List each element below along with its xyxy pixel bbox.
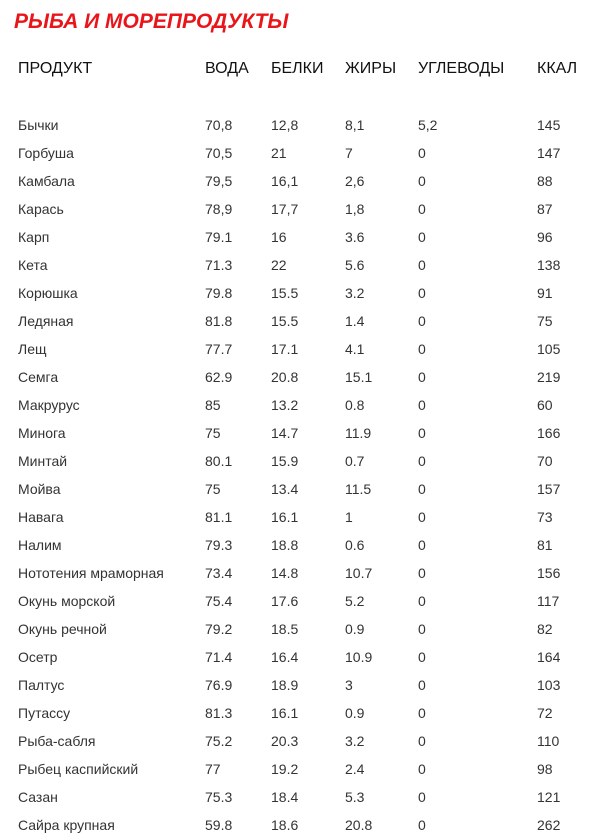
cell-fat: 7 bbox=[345, 145, 353, 161]
cell-water: 75 bbox=[205, 481, 221, 497]
cell-fat: 8,1 bbox=[345, 117, 365, 133]
table-row bbox=[0, 587, 610, 615]
table-row bbox=[0, 727, 610, 755]
cell-water: 85 bbox=[205, 397, 221, 413]
cell-fat: 0.9 bbox=[345, 621, 365, 637]
cell-carbs: 0 bbox=[418, 341, 426, 357]
cell-fat: 3.2 bbox=[345, 285, 365, 301]
cell-product: Ледяная bbox=[18, 313, 74, 329]
cell-product: Рыба-сабля bbox=[18, 733, 96, 749]
cell-protein: 19.2 bbox=[271, 761, 299, 777]
cell-protein: 18.9 bbox=[271, 677, 299, 693]
cell-kcal: 121 bbox=[537, 789, 561, 805]
cell-kcal: 96 bbox=[537, 229, 553, 245]
cell-carbs: 0 bbox=[418, 173, 426, 189]
table-row bbox=[0, 475, 610, 503]
cell-fat: 1.4 bbox=[345, 313, 365, 329]
cell-protein: 17.1 bbox=[271, 341, 299, 357]
column-header-product: ПРОДУКТ bbox=[18, 60, 93, 77]
cell-fat: 0.9 bbox=[345, 705, 365, 721]
cell-kcal: 75 bbox=[537, 313, 553, 329]
table-spacer-row bbox=[0, 83, 610, 111]
cell-protein: 13.4 bbox=[271, 481, 299, 497]
cell-protein: 18.6 bbox=[271, 817, 299, 833]
nutrition-table bbox=[0, 55, 610, 839]
cell-product: Макрурус bbox=[18, 397, 80, 413]
cell-protein: 17.6 bbox=[271, 593, 299, 609]
cell-kcal: 145 bbox=[537, 117, 561, 133]
cell-product: Карась bbox=[18, 201, 64, 217]
cell-product: Осетр bbox=[18, 649, 58, 665]
table-row bbox=[0, 139, 610, 167]
cell-protein: 21 bbox=[271, 145, 287, 161]
table-row bbox=[0, 615, 610, 643]
cell-carbs: 0 bbox=[418, 649, 426, 665]
cell-protein: 15.5 bbox=[271, 313, 299, 329]
cell-protein: 16,1 bbox=[271, 173, 299, 189]
cell-product: Палтус bbox=[18, 677, 65, 693]
cell-water: 71.4 bbox=[205, 649, 233, 665]
cell-water: 59.8 bbox=[205, 817, 233, 833]
cell-protein: 22 bbox=[271, 257, 287, 273]
cell-product: Лещ bbox=[18, 341, 47, 357]
cell-water: 75.3 bbox=[205, 789, 233, 805]
cell-kcal: 156 bbox=[537, 565, 561, 581]
cell-fat: 3.2 bbox=[345, 733, 365, 749]
table-row bbox=[0, 307, 610, 335]
cell-water: 79.1 bbox=[205, 229, 233, 245]
cell-water: 70,8 bbox=[205, 117, 233, 133]
table-row bbox=[0, 363, 610, 391]
cell-carbs: 0 bbox=[418, 621, 426, 637]
table-row bbox=[0, 195, 610, 223]
cell-water: 81.8 bbox=[205, 313, 233, 329]
cell-protein: 15.9 bbox=[271, 453, 299, 469]
cell-kcal: 82 bbox=[537, 621, 553, 637]
cell-water: 79.3 bbox=[205, 537, 233, 553]
cell-protein: 16 bbox=[271, 229, 287, 245]
column-header-protein: БЕЛКИ bbox=[271, 60, 324, 77]
cell-water: 75 bbox=[205, 425, 221, 441]
column-header-carbs: УГЛЕВОДЫ bbox=[418, 60, 505, 77]
table-row bbox=[0, 223, 610, 251]
cell-kcal: 87 bbox=[537, 201, 553, 217]
cell-fat: 0.6 bbox=[345, 537, 365, 553]
cell-product: Минтай bbox=[18, 453, 68, 469]
cell-protein: 20.8 bbox=[271, 369, 299, 385]
cell-kcal: 105 bbox=[537, 341, 561, 357]
cell-kcal: 73 bbox=[537, 509, 553, 525]
cell-fat: 5.6 bbox=[345, 257, 365, 273]
cell-protein: 18.8 bbox=[271, 537, 299, 553]
cell-water: 78,9 bbox=[205, 201, 233, 217]
page-title: РЫБА И МОРЕПРОДУКТЫ bbox=[14, 10, 289, 33]
cell-carbs: 0 bbox=[418, 201, 426, 217]
cell-fat: 2.4 bbox=[345, 761, 365, 777]
cell-kcal: 157 bbox=[537, 481, 561, 497]
cell-carbs: 0 bbox=[418, 481, 426, 497]
table-row bbox=[0, 335, 610, 363]
cell-fat: 11.9 bbox=[345, 425, 372, 441]
cell-kcal: 72 bbox=[537, 705, 553, 721]
table-row bbox=[0, 643, 610, 671]
cell-product: Кета bbox=[18, 257, 48, 273]
cell-protein: 14.8 bbox=[271, 565, 299, 581]
cell-carbs: 0 bbox=[418, 509, 426, 525]
cell-product: Горбуша bbox=[18, 145, 74, 161]
cell-product: Бычки bbox=[18, 117, 59, 133]
column-header-kcal: ККАЛ bbox=[537, 60, 578, 77]
cell-fat: 5.3 bbox=[345, 789, 365, 805]
cell-carbs: 0 bbox=[418, 397, 426, 413]
cell-water: 77.7 bbox=[205, 341, 233, 357]
cell-kcal: 138 bbox=[537, 257, 561, 273]
cell-carbs: 0 bbox=[418, 537, 426, 553]
table-row bbox=[0, 699, 610, 727]
cell-product: Нототения мраморная bbox=[18, 565, 164, 581]
table-row bbox=[0, 783, 610, 811]
column-header-water: ВОДА bbox=[205, 60, 249, 77]
cell-protein: 12,8 bbox=[271, 117, 299, 133]
table-header-row bbox=[0, 55, 610, 83]
cell-carbs: 0 bbox=[418, 817, 426, 833]
cell-fat: 10.9 bbox=[345, 649, 373, 665]
cell-fat: 10.7 bbox=[345, 565, 373, 581]
cell-water: 70,5 bbox=[205, 145, 233, 161]
cell-protein: 18.4 bbox=[271, 789, 299, 805]
cell-water: 62.9 bbox=[205, 369, 233, 385]
cell-kcal: 164 bbox=[537, 649, 561, 665]
cell-fat: 20.8 bbox=[345, 817, 373, 833]
cell-fat: 0.8 bbox=[345, 397, 365, 413]
cell-protein: 13.2 bbox=[271, 397, 299, 413]
table-row bbox=[0, 167, 610, 195]
cell-product: Налим bbox=[18, 537, 62, 553]
cell-fat: 11.5 bbox=[345, 481, 372, 497]
table-row bbox=[0, 419, 610, 447]
cell-protein: 16.4 bbox=[271, 649, 299, 665]
cell-fat: 3 bbox=[345, 677, 353, 693]
table-row bbox=[0, 531, 610, 559]
cell-kcal: 166 bbox=[537, 425, 561, 441]
cell-water: 71.3 bbox=[205, 257, 233, 273]
cell-product: Сазан bbox=[18, 789, 58, 805]
cell-product: Семга bbox=[18, 369, 59, 385]
cell-product: Сайра крупная bbox=[18, 817, 115, 833]
table-row bbox=[0, 503, 610, 531]
cell-water: 79,5 bbox=[205, 173, 233, 189]
cell-carbs: 0 bbox=[418, 425, 426, 441]
cell-carbs: 0 bbox=[418, 733, 426, 749]
table-row bbox=[0, 671, 610, 699]
cell-fat: 3.6 bbox=[345, 229, 365, 245]
cell-protein: 15.5 bbox=[271, 285, 299, 301]
cell-water: 79.2 bbox=[205, 621, 233, 637]
cell-kcal: 98 bbox=[537, 761, 553, 777]
cell-carbs: 0 bbox=[418, 369, 426, 385]
table-row bbox=[0, 251, 610, 279]
table-row bbox=[0, 111, 610, 139]
cell-carbs: 0 bbox=[418, 705, 426, 721]
cell-product: Минога bbox=[18, 425, 66, 441]
cell-protein: 18.5 bbox=[271, 621, 299, 637]
cell-water: 77 bbox=[205, 761, 221, 777]
cell-fat: 0.7 bbox=[345, 453, 365, 469]
cell-protein: 16.1 bbox=[271, 509, 299, 525]
cell-water: 76.9 bbox=[205, 677, 233, 693]
table-row bbox=[0, 755, 610, 783]
cell-product: Путассу bbox=[18, 705, 71, 721]
cell-product: Рыбец каспийский bbox=[18, 761, 139, 777]
cell-kcal: 91 bbox=[537, 285, 553, 301]
cell-product: Окунь речной bbox=[18, 621, 107, 637]
cell-product: Карп bbox=[18, 229, 50, 245]
cell-kcal: 103 bbox=[537, 677, 561, 693]
cell-product: Мойва bbox=[18, 481, 61, 497]
table-row bbox=[0, 279, 610, 307]
cell-water: 75.2 bbox=[205, 733, 233, 749]
table-row bbox=[0, 391, 610, 419]
cell-kcal: 117 bbox=[537, 593, 560, 609]
cell-carbs: 0 bbox=[418, 677, 426, 693]
cell-water: 73.4 bbox=[205, 565, 233, 581]
cell-protein: 17,7 bbox=[271, 201, 299, 217]
cell-carbs: 5,2 bbox=[418, 117, 438, 133]
table-row bbox=[0, 447, 610, 475]
cell-water: 80.1 bbox=[205, 453, 233, 469]
cell-fat: 1,8 bbox=[345, 201, 365, 217]
cell-protein: 20.3 bbox=[271, 733, 299, 749]
table-row bbox=[0, 559, 610, 587]
cell-carbs: 0 bbox=[418, 257, 426, 273]
cell-fat: 15.1 bbox=[345, 369, 373, 385]
cell-fat: 2,6 bbox=[345, 173, 365, 189]
cell-product: Корюшка bbox=[18, 285, 78, 301]
column-header-fat: ЖИРЫ bbox=[345, 60, 397, 77]
cell-water: 79.8 bbox=[205, 285, 233, 301]
cell-carbs: 0 bbox=[418, 593, 426, 609]
cell-carbs: 0 bbox=[418, 229, 426, 245]
cell-carbs: 0 bbox=[418, 761, 426, 777]
cell-fat: 4.1 bbox=[345, 341, 365, 357]
cell-protein: 14.7 bbox=[271, 425, 299, 441]
cell-kcal: 262 bbox=[537, 817, 561, 833]
cell-product: Камбала bbox=[18, 173, 75, 189]
cell-kcal: 88 bbox=[537, 173, 553, 189]
cell-carbs: 0 bbox=[418, 453, 426, 469]
cell-water: 75.4 bbox=[205, 593, 233, 609]
cell-kcal: 81 bbox=[537, 537, 553, 553]
cell-carbs: 0 bbox=[418, 313, 426, 329]
cell-water: 81.1 bbox=[205, 509, 233, 525]
cell-product: Навага bbox=[18, 509, 64, 525]
cell-protein: 16.1 bbox=[271, 705, 299, 721]
cell-kcal: 110 bbox=[537, 733, 560, 749]
cell-kcal: 147 bbox=[537, 145, 561, 161]
cell-kcal: 60 bbox=[537, 397, 553, 413]
cell-fat: 5.2 bbox=[345, 593, 365, 609]
table-body bbox=[0, 83, 610, 839]
cell-product: Окунь морской bbox=[18, 593, 116, 609]
cell-fat: 1 bbox=[345, 509, 353, 525]
cell-carbs: 0 bbox=[418, 789, 426, 805]
cell-kcal: 70 bbox=[537, 453, 553, 469]
cell-carbs: 0 bbox=[418, 565, 426, 581]
cell-kcal: 219 bbox=[537, 369, 561, 385]
cell-carbs: 0 bbox=[418, 285, 426, 301]
cell-carbs: 0 bbox=[418, 145, 426, 161]
cell-water: 81.3 bbox=[205, 705, 233, 721]
